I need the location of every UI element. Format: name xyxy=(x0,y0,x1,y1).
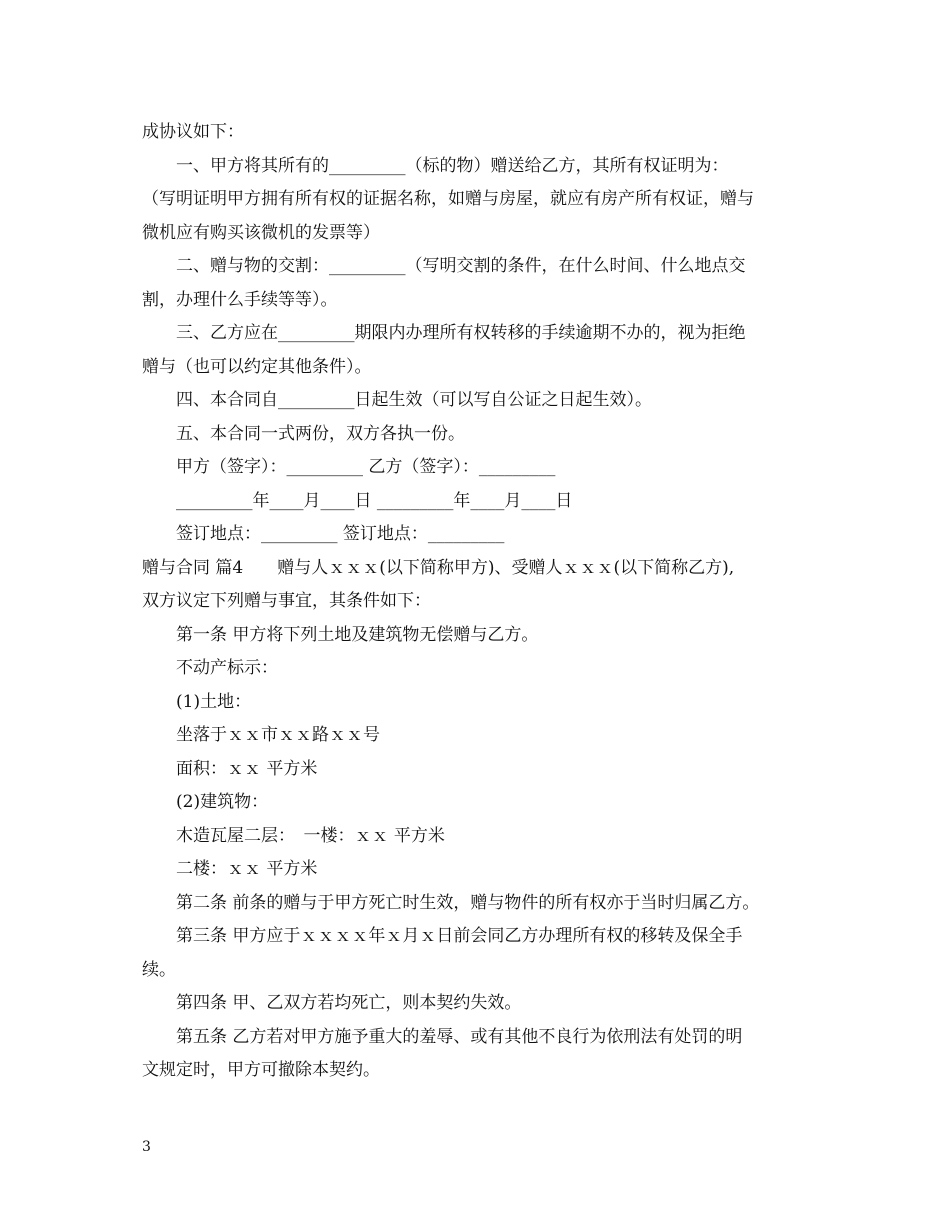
text-line: 第四条 甲、乙双方若均死亡，则本契约失效。 xyxy=(176,993,522,1013)
text-line: 成协议如下： xyxy=(142,122,244,142)
text-line: 坐落于ｘｘ市ｘｘ路ｘｘ号 xyxy=(176,725,380,745)
text-line: 双方议定下列赠与事宜，其条件如下： xyxy=(142,591,431,611)
section-heading-line: 赠与合同 篇4 赠与人ｘｘｘ(以下简称甲方)、受赠人ｘｘｘ(以下简称乙方), xyxy=(142,557,735,578)
page-number: 3 xyxy=(142,1139,151,1155)
text-line: 一、甲方将其所有的_________（标的物）赠送给乙方，其所有权证明为： xyxy=(176,155,729,176)
text-line: 四、本合同自_________日起生效（可以写自公证之日起生效）。 xyxy=(176,390,652,410)
text-line: 微机应有购买该微机的发票等） xyxy=(142,222,380,243)
text-line: (1)土地： xyxy=(176,691,252,712)
text-line: 割，办理什么手续等等）。 xyxy=(142,289,338,310)
text-line: (2)建筑物： xyxy=(176,792,269,812)
signature-line: 甲方（签字）：_________ 乙方（签字）：_________ xyxy=(176,457,556,477)
text-line: 五、本合同一式两份，双方各执一份。 xyxy=(176,423,465,444)
text-line: 第三条 甲方应于ｘｘｘｘ年ｘ月ｘ日前会同乙方办理所有权的移转及保全手 xyxy=(176,926,743,946)
text-line: 文规定时，甲方可撤除本契约。 xyxy=(142,1060,380,1080)
date-line: _________年____月____日 _________年____月____日 xyxy=(176,490,573,511)
text-line: 第一条 甲方将下列土地及建筑物无偿赠与乙方。 xyxy=(176,624,539,645)
signing-place-line: 签订地点：_________ 签订地点：_________ xyxy=(176,524,505,544)
text-line: 二楼：ｘｘ 平方米 xyxy=(176,859,318,879)
text-line: 续。 xyxy=(142,959,176,980)
text-line: 第五条 乙方若对甲方施予重大的羞辱、或有其他不良行为依刑法有处罚的明 xyxy=(176,1026,743,1047)
text-line: 二、赠与物的交割：_________（写明交割的条件，在什么时间、什么地点交 xyxy=(176,256,746,276)
text-line: （写明证明甲方拥有所有权的证据名称，如赠与房屋，就应有房产所有权证，赠与 xyxy=(142,189,754,209)
text-line: 第二条 前条的赠与于甲方死亡时生效，赠与物件的所有权亦于当时归属乙方。 xyxy=(176,892,760,913)
text-line: 赠与（也可以约定其他条件）。 xyxy=(142,356,372,377)
text-line: 木造瓦屋二层： 一楼：ｘｘ 平方米 xyxy=(176,825,445,846)
document-body xyxy=(142,116,810,1088)
text-line: 面积：ｘｘ 平方米 xyxy=(176,758,318,779)
text-line: 不动产标示： xyxy=(176,658,278,678)
text-line: 三、乙方应在_________期限内办理所有权转移的手续逾期不办的，视为拒绝 xyxy=(176,323,746,343)
